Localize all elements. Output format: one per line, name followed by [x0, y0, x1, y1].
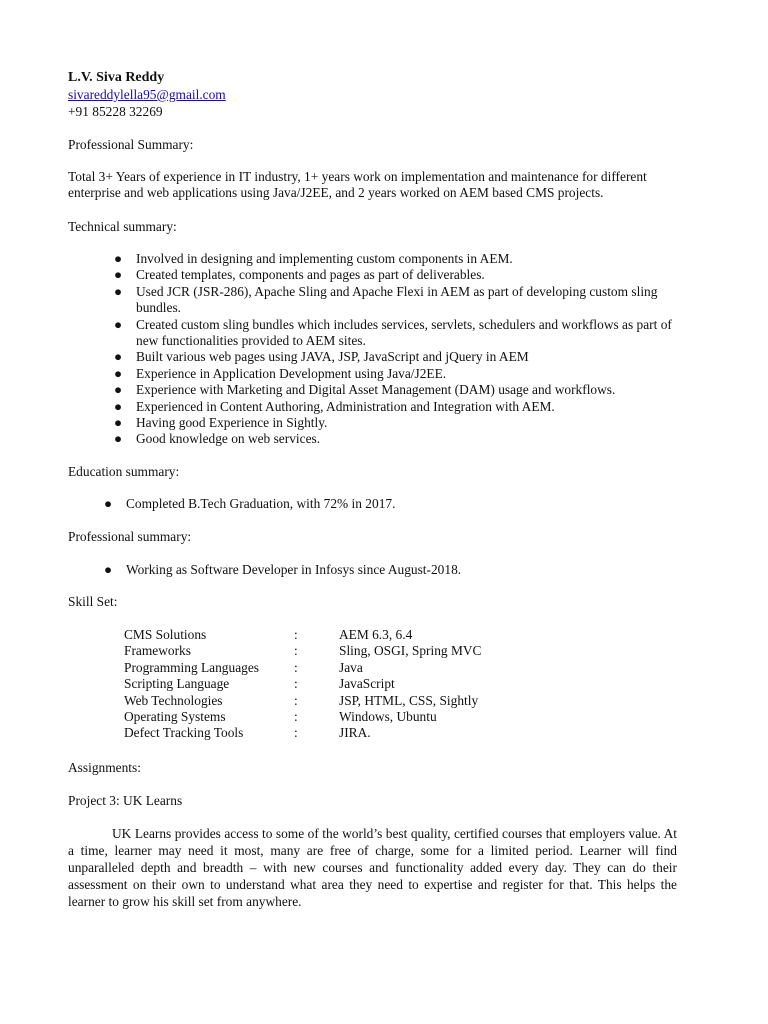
bullet-text: Completed B.Tech Graduation, with 72% in 2017.: [126, 496, 396, 511]
bullet-item: [114, 349, 681, 365]
education-summary-list: [104, 496, 686, 512]
technical-summary-list: [114, 251, 681, 448]
skill-set-heading: Skill Set:: [68, 594, 118, 609]
bullet-icon: ●: [114, 365, 123, 381]
skill-separator: :: [294, 659, 298, 675]
skill-value: Java: [339, 659, 363, 675]
bullet-text: Involved in designing and implementing custom components in AEM.: [136, 251, 513, 266]
bullet-icon: ●: [104, 562, 113, 577]
professional-summary-2-heading: Professional summary:: [68, 529, 192, 544]
skill-label: Web Technologies: [124, 692, 223, 708]
bullet-item: [114, 283, 681, 317]
skill-separator: :: [294, 709, 298, 725]
skill-label: Programming Languages: [124, 659, 259, 675]
bullet-icon: ●: [114, 251, 123, 266]
bullet-text: Experience with Marketing and Digital Asset Management (DAM) usage and workflows.: [136, 382, 616, 398]
bullet-text: Having good Experience in Sightly.: [136, 415, 328, 431]
skill-separator: :: [294, 676, 298, 692]
bullet-icon: ●: [114, 415, 123, 431]
technical-summary-heading: Technical summary:: [68, 219, 177, 234]
skill-label: Operating Systems: [124, 709, 226, 725]
skill-row: [124, 627, 539, 643]
skill-row: [124, 676, 539, 692]
skill-row: [124, 643, 539, 659]
bullet-text: Good knowledge on web services.: [136, 431, 321, 447]
professional-summary-2-list: [104, 562, 686, 578]
skill-separator: :: [294, 643, 298, 659]
bullet-icon: ●: [114, 398, 123, 414]
bullet-item: [114, 398, 681, 415]
skill-label: Defect Tracking Tools: [124, 725, 244, 741]
skill-value: AEM 6.3, 6.4: [339, 627, 413, 642]
bullet-item: [114, 251, 681, 267]
skill-set-table: [124, 627, 539, 742]
skill-row: [124, 693, 539, 709]
skill-label: Frameworks: [124, 643, 191, 659]
bullet-icon: ●: [114, 267, 123, 283]
skill-separator: :: [294, 692, 298, 708]
bullet-item: [114, 415, 681, 431]
bullet-text: Used JCR (JSR-286), Apache Sling and Apache Flexi in AEM as part of developing custom sling bundles.: [136, 283, 658, 316]
skill-label: Scripting Language: [124, 676, 230, 692]
bullet-text: Experience in Application Development using Java/J2EE.: [136, 365, 447, 381]
skill-value: JavaScript: [339, 676, 395, 692]
bullet-icon: ●: [114, 316, 123, 332]
professional-summary-text: Total 3+ Years of experience in IT industry, 1+ years work on implementation and maintenance for different enterprise and web applications using Java/J2EE, and 2 years worked on AEM based CMS projects.: [68, 169, 647, 201]
project-title: Project 3: UK Learns: [68, 793, 183, 808]
bullet-text: Created templates, components and pages as part of deliverables.: [136, 267, 485, 283]
candidate-name: L.V. Siva Reddy: [68, 70, 165, 85]
skill-value: Sling, OSGI, Spring MVC: [339, 643, 482, 659]
skill-row: [124, 725, 539, 741]
skill-separator: :: [294, 627, 298, 642]
bullet-text: Created custom sling bundles which includes services, servlets, schedulers and workflows as part of new functionalities provided to AEM sites.: [136, 316, 672, 349]
bullet-icon: ●: [114, 382, 123, 398]
bullet-item: [114, 382, 681, 398]
skill-separator: :: [294, 725, 298, 741]
bullet-item: [114, 431, 681, 447]
email-link[interactable]: sivareddylella95@gmail.com: [68, 87, 226, 102]
bullet-text: Working as Software Developer in Infosys since August-2018.: [126, 562, 462, 577]
bullet-item: [114, 316, 681, 350]
bullet-text: Experienced in Content Authoring, Administration and Integration with AEM.: [136, 398, 555, 414]
education-summary-heading: Education summary:: [68, 464, 180, 479]
assignments-heading: Assignments:: [68, 760, 141, 775]
bullet-item: [104, 562, 686, 578]
bullet-item: [114, 365, 681, 382]
bullet-item: [114, 267, 681, 283]
skill-value: Windows, Ubuntu: [339, 709, 437, 725]
professional-summary-heading: Professional Summary:: [68, 137, 194, 152]
bullet-icon: ●: [104, 496, 113, 511]
phone-number: +91 85228 32269: [68, 104, 163, 119]
bullet-icon: ●: [114, 431, 123, 447]
skill-row: [124, 660, 539, 676]
bullet-text: Built various web pages using JAVA, JSP, JavaScript and jQuery in AEM: [136, 349, 529, 365]
bullet-icon: ●: [114, 283, 123, 299]
project-description: UK Learns provides access to some of the world’s best quality, certified courses that employers value. At a time, learner may need it most, many are free of charge, some for a limited period. Learner will find unparalleled depth and breadth – with new courses and functionality added every day. They can do their assessment on their own to understand what area they need to expertise and register for that. This helps the learner to grow his skill set from anywhere.: [68, 826, 677, 909]
skill-value: JSP, HTML, CSS, Sightly: [339, 692, 479, 708]
bullet-item: [104, 496, 686, 512]
skill-row: [124, 709, 539, 725]
bullet-icon: ●: [114, 349, 123, 365]
skill-value: JIRA.: [339, 725, 371, 741]
skill-label: CMS Solutions: [124, 627, 207, 642]
